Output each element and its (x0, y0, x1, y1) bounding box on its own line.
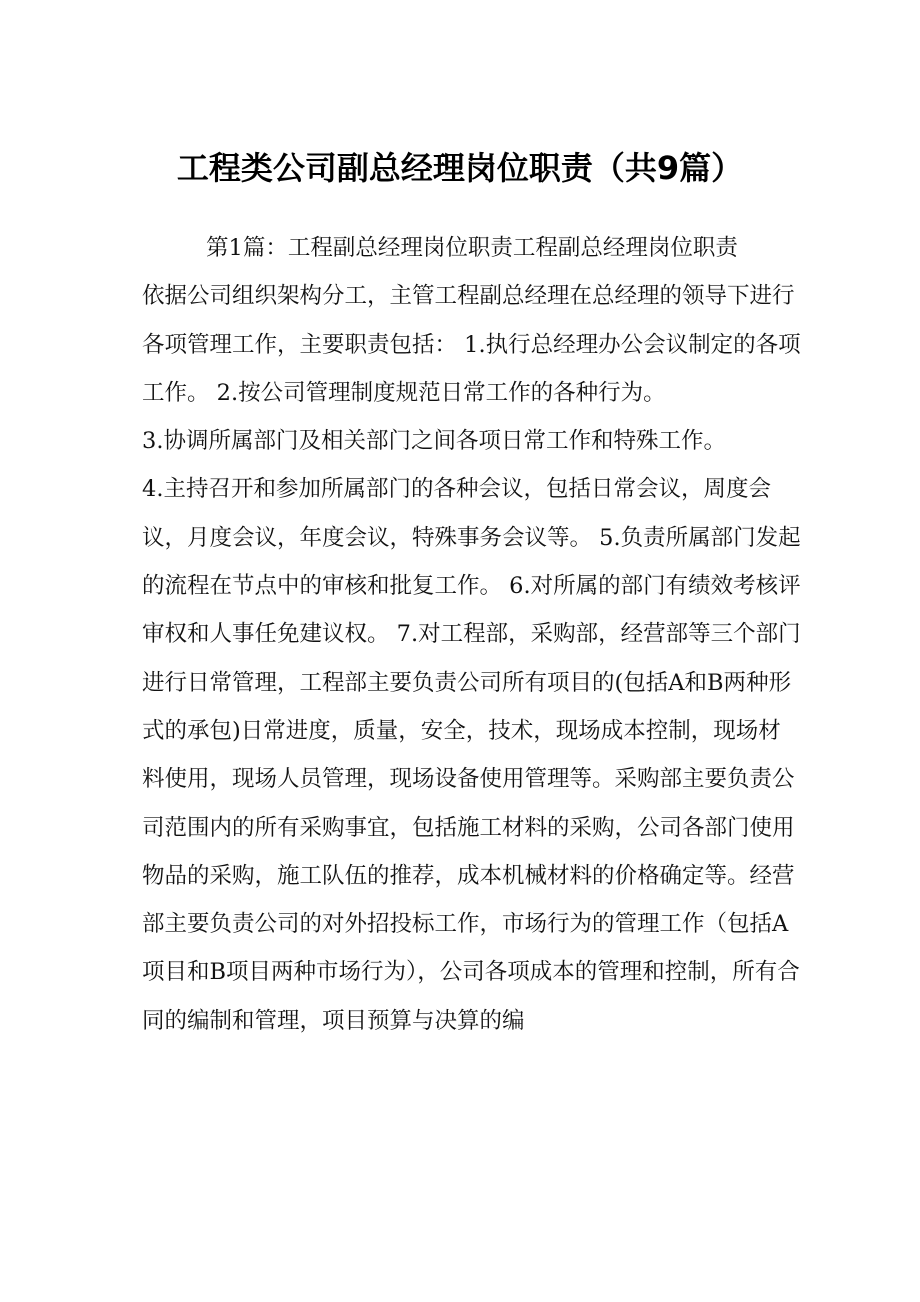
section-heading: 第1篇：工程副总经理岗位职责工程副总经理岗位职责 (206, 235, 738, 261)
document-body (142, 224, 802, 1045)
paragraph: 3.协调所属部门及相关部门之间各项日常工作和特殊工作。 (142, 428, 726, 455)
document-title: 工程类公司副总经理岗位职责（共9篇） (176, 149, 744, 187)
paragraph: 依据公司组织架构分工，主管工程副总经理在总经理的领导下进行各项管理工作，主要职责包括： 1.执行总经理办公会议制定的各项工作。 2.按公司管理制度规范日常工作的各种行为。 (142, 283, 801, 406)
paragraph: 4.主持召开和参加所属部门的各种会议，包括日常会议，周度会议，月度会议，年度会议，特殊事务会议等。 5.负责所属部门发起的流程在节点中的审核和批复工作。 6.对所属的部门有绩效考核评审权和人事任免建议权。 7.对工程部，采购部，经营部等三个部门进行日常管理，工程部主要负责公司所有项目的(包括A和B两种形式的承包)日常进度，质量，安全，技术，现场成本控制，现场材料使用，现场人员管理，现场设备使用管理等。采购部主要负责公司范围内的所有采购事宜，包括施工材料的采购，公司各部门使用物品的采购，施工队伍的推荐，成本机械材料的价格确定等。经营部主要负责公司的对外招投标工作，市场行为的管理工作（包括A项目和B项目两种市场行为），公司各项成本的管理和控制，所有合同的编制和管理，项目预算与决算的编 (142, 476, 801, 1034)
